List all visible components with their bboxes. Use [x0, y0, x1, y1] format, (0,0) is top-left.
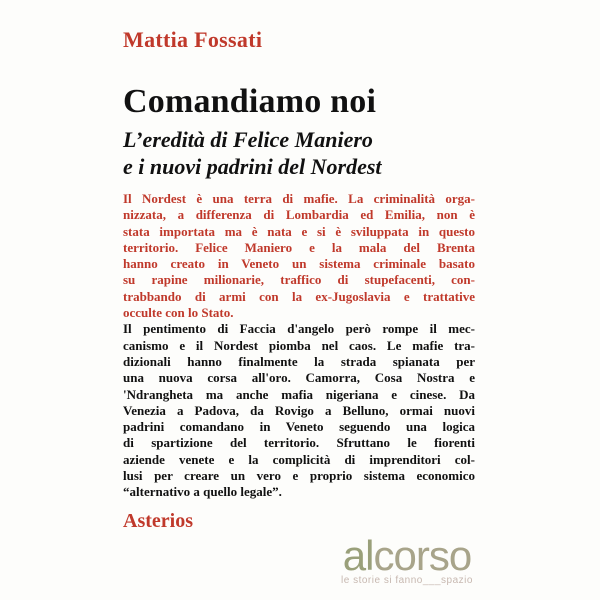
subtitle-line: e i nuovi padrini del Nordest	[123, 154, 382, 179]
blurb-line: Il pentimento di Faccia d'angelo però rompe il mec-	[123, 321, 475, 337]
blurb-line: canismo e il Nordest piomba nel caos. Le mafie tra-	[123, 337, 475, 353]
blurb-line: nizzata, a differenza di Lombardia ed Emilia, non è	[123, 207, 475, 223]
subtitle-line: L’eredità di Felice Maniero	[123, 127, 373, 152]
watermark-logo	[322, 534, 492, 586]
blurb-line: Il Nordest è una terra di mafie. La criminalità orga-	[123, 191, 475, 206]
watermark-wordmark	[322, 534, 492, 578]
blurb-line: aziende venete e la complicità di imprenditori col-	[123, 451, 475, 467]
blurb-body	[123, 321, 475, 500]
blurb-line: 'Ndrangheta ma anche mafia nigeriana e cinese. Da	[123, 386, 475, 402]
blurb-line: dizionali hanno finalmente la strada spianata per	[123, 353, 475, 369]
book-subtitle	[123, 126, 382, 180]
blurb-intro	[123, 191, 475, 321]
watermark-corso: corso	[373, 532, 472, 579]
blurb-line: su rapine milionarie, traffico di stupefacenti, con-	[123, 272, 475, 288]
blurb-line: trabbando di armi con la ex-Jugoslavia e trattative	[123, 288, 475, 304]
blurb-line: “alternativo a quello legale”.	[123, 484, 282, 500]
blurb	[123, 191, 475, 501]
blurb-line: padrini comandano in Veneto seguendo una logica	[123, 419, 475, 435]
watermark-al: al	[342, 532, 374, 579]
blurb-line: occulte con lo Stato.	[123, 305, 234, 321]
blurb-line: lusi per creare un vero e proprio sistema economico	[123, 468, 475, 484]
blurb-line: stata importata ma è nata e si è sviluppata in questo	[123, 223, 475, 239]
publisher-name: Asterios	[123, 510, 193, 532]
blurb-line: una nuova corsa all'oro. Camorra, Cosa Nostra e	[123, 370, 475, 386]
blurb-line: Venezia a Padova, da Rovigo a Belluno, ormai nuovi	[123, 402, 475, 418]
blurb-line: territorio. Felice Maniero e la mala del Brenta	[123, 239, 475, 255]
author-name: Mattia Fossati	[123, 27, 263, 52]
blurb-line: hanno creato in Veneto un sistema criminale basato	[123, 256, 475, 272]
watermark-tagline: le storie si fanno___spazio	[341, 575, 473, 586]
book-title: Comandiamo noi	[123, 83, 377, 120]
blurb-line: di spartizione del territorio. Sfruttano le fiorenti	[123, 435, 475, 451]
